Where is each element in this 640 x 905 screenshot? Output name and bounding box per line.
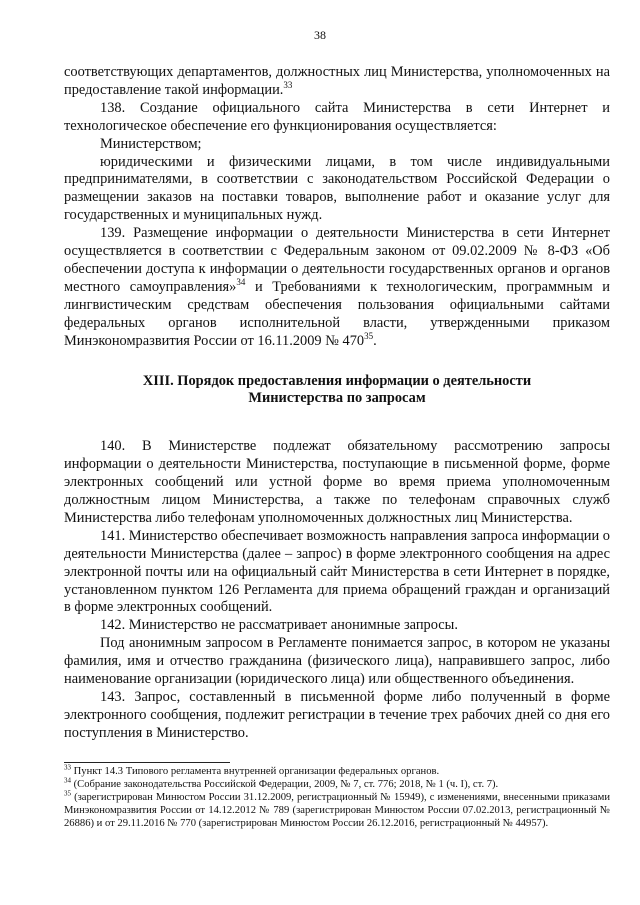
section-heading-line-2: Министерства по запросам: [248, 390, 426, 407]
footnote-33: $^{33}$ Пункт 14.3 Типового регламента внутренней организации федеральных органов.: [64, 763, 440, 777]
section-heading: [64, 373, 610, 409]
paragraph-142: 142. Министерство не рассматривает анонимные запросы.: [100, 617, 458, 634]
footnote-34: $^{34}$ (Собрание законодательства Российской Федерации, 2009, № 7, ст. 776; 2018, № 1 (ч. I), ст. 7).: [64, 776, 499, 790]
page-number: 38: [314, 28, 326, 42]
paragraph-139: 139. Размещение информации о деятельности Министерства в сети Интернет осуществляется в соответствии с Федеральным законом от 09.02.2009 № 8-ФЗ «Об обеспечении доступа к информации о деятельности государственных органов и органов местного самоуправления»$^{34}$ и Требованиями к технологическим, программным и лингвистическим средствам обеспечения пользования официальными сайтами федеральных органов исполнительной власти, утвержденными приказом Минэкономразвития России от 16.11.2009 № $470^{35}$.: [64, 225, 610, 349]
paragraph-intro: соответствующих департаментов, должностных лиц Министерства, уполномоченных на предоставление такой информации.$^{33}$: [64, 64, 610, 98]
paragraph-138-item-persons: юридическими и физическими лицами, в том числе индивидуальными предпринимателями, в соответствии с законодательством Российской Федерации о размещении заказов на поставки товаров, выполнение работ и оказание услуг для государственных и муниципальных нужд.: [64, 153, 610, 224]
paragraph-141: 141. Министерство обеспечивает возможность направления запроса информации о деятельности Министерства (далее – запрос) в форме электронного сообщения на адрес электронной почты или на официальный сайт Министерства в сети Интернет в порядке, установленном пунктом 126 Регламента для приема обращений граждан и организаций в форме электронных сообщений.: [64, 527, 610, 616]
footnote-ref-33[interactable]: 33: [283, 80, 293, 91]
paragraph-140: 140. В Министерстве подлежат обязательному рассмотрению запросы информации о деятельности Министерства, поступающие в письменной форме, форме электронных сообщений или устной форме во время приема уполномоченным должностным лицом Министерства, а также по телефонам справочных служб Министерства либо телефонам уполномоченных должностных лиц Министерства.: [64, 438, 610, 526]
footnote-separator: [64, 762, 230, 763]
paragraph-142-definition: Под анонимным запросом в Регламенте понимается запрос, в котором не указаны фамилия, имя и отчество гражданина (физического лица), направившего запрос, либо наименование организации (юридического лица) или общественного объединения.: [64, 635, 610, 688]
footnote-35: $^{35}$ (зарегистрирован Минюстом России 31.12.2009, регистрационный № 15949), с изменениями, внесенными приказами Минэкономразвития России от 14.12.2012 № 789 (зарегистрирован Минюстом России 07.02.2013, регистрационный № 26886) и от 29.11.2016 № 770 (зарегистрирован Минюстом России 26.12.2016, регистрационный № 44957).: [64, 789, 610, 829]
footnote-ref-34[interactable]: 34: [236, 277, 246, 288]
section-heading-line-1: XIII. Порядок предоставления информации о деятельности: [142, 372, 532, 389]
paragraph-138: 138. Создание официального сайта Министерства в сети Интернет и технологическое обеспечение его функционирования осуществляется:: [64, 99, 610, 134]
document-body: [64, 64, 610, 743]
paragraph-138-item-ministry: Министерством;: [100, 135, 202, 152]
footnote-ref-35[interactable]: 35: [364, 330, 374, 341]
footnotes: [64, 763, 610, 831]
paragraph-143: 143. Запрос, составленный в письменной форме либо полученный в форме электронного сообщения, подлежит регистрации в течение трех рабочих дней со дня его поступления в Министерство.: [64, 689, 610, 741]
